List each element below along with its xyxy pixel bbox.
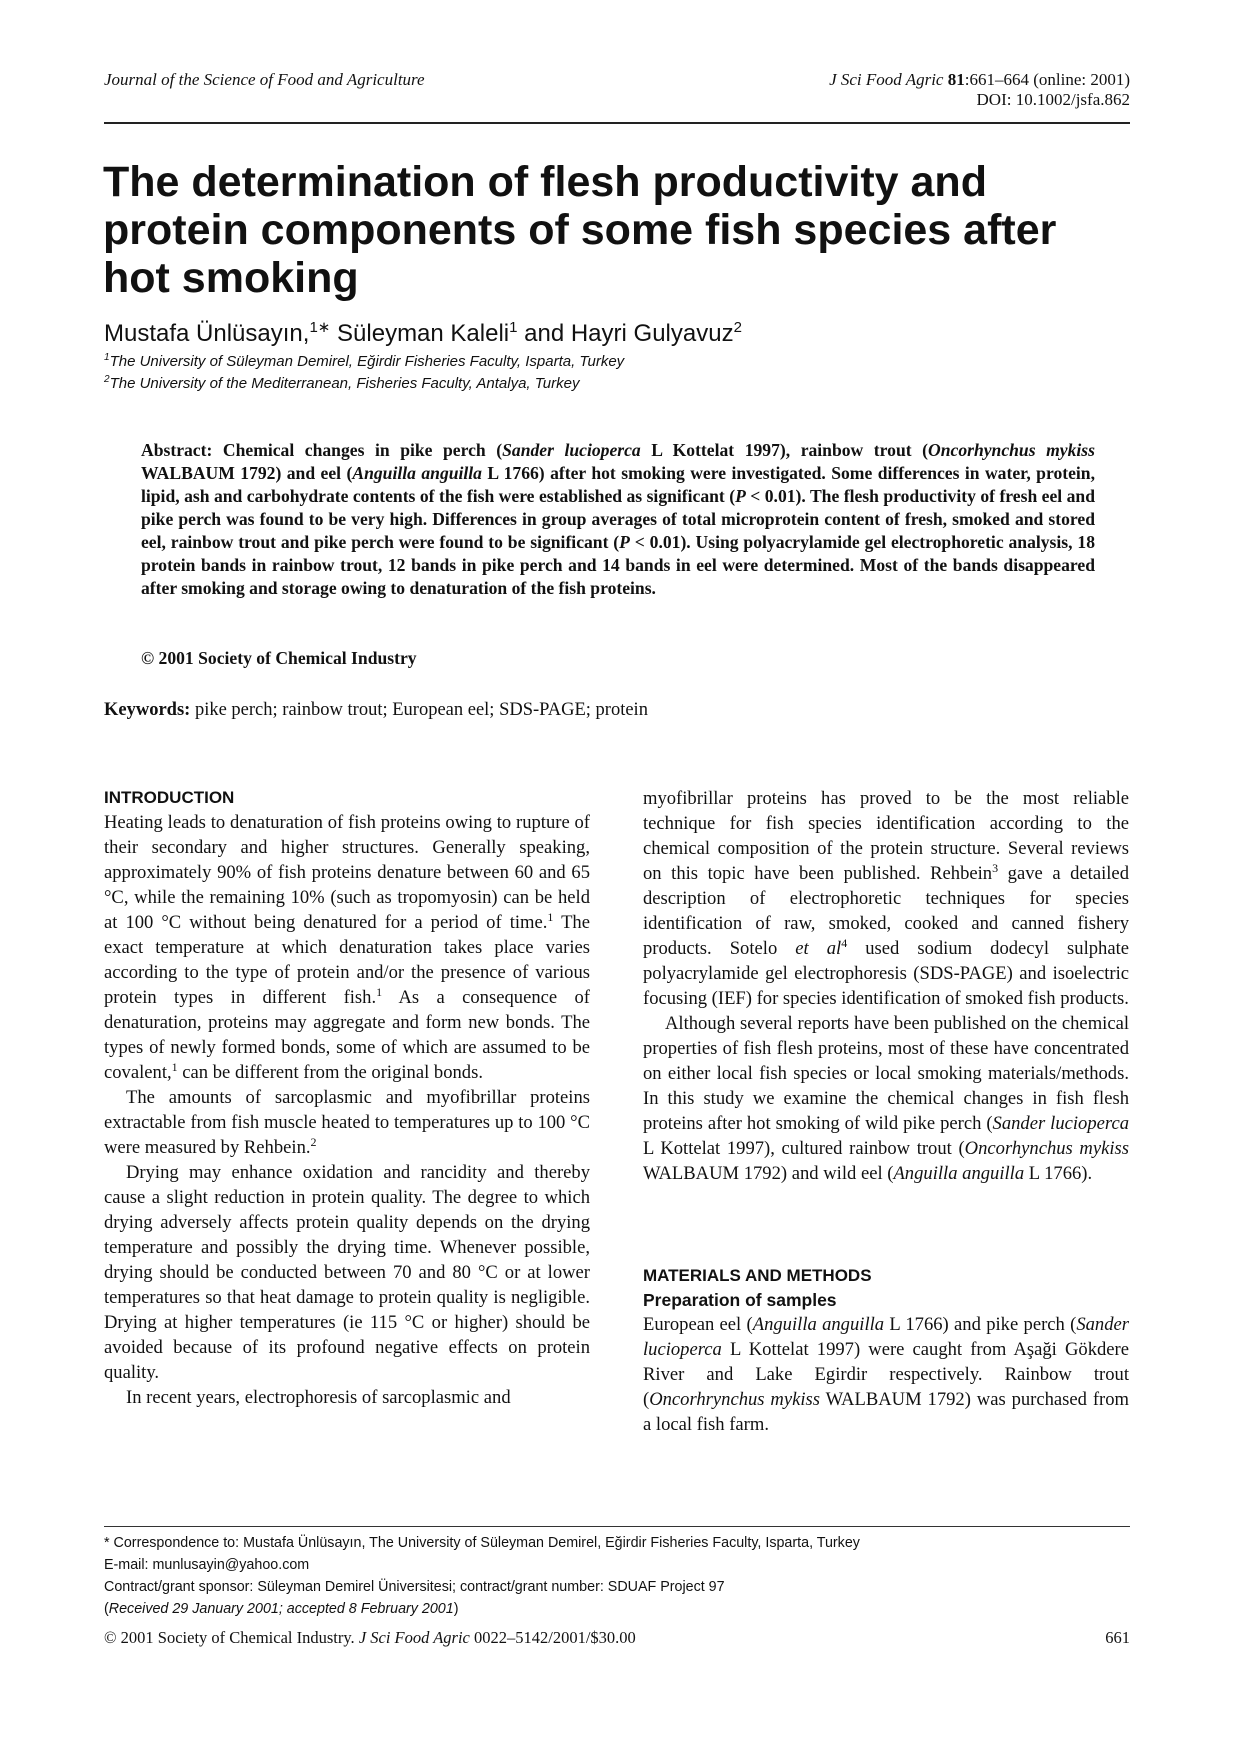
species-name: Anguilla anguilla	[752, 1314, 885, 1335]
citation-journal: J Sci Food Agric	[829, 70, 944, 89]
text: L 1766) and pike perch (	[884, 1314, 1077, 1335]
running-head-citation	[829, 70, 1130, 110]
footnote-received	[104, 1601, 458, 1617]
doi: DOI: 10.1002/jsfa.862	[976, 90, 1130, 109]
keywords	[104, 700, 648, 721]
citation-line	[829, 70, 1130, 90]
citation-ref: 1	[547, 909, 554, 924]
text: used sodium dodecyl sulphate polyacrylamide gel electrophoresis (SDS-PAGE) and isoelectric focusing (IEF) for species identification of smoked fish products.	[643, 938, 1130, 1009]
text: myofibrillar proteins has proved to be the most reliable technique for fish species identification according to the chemical composition of the protein structure. Several reviews on this topic have been published. Rehbein	[643, 788, 1129, 884]
paragraph	[104, 1085, 590, 1160]
section-heading-introduction: INTRODUCTION	[104, 788, 235, 807]
p-value-symbol: P	[735, 486, 746, 506]
footnote-grant: Contract/grant sponsor: Süleyman Demirel Üniversitesi; contract/grant number: SDUAF Project 97	[104, 1579, 725, 1595]
author-1-mark: 1∗	[309, 319, 331, 336]
keywords-label: Keywords:	[104, 700, 191, 720]
et-al: et al	[795, 938, 842, 959]
text: can be different from the original bonds.	[177, 1062, 483, 1083]
spacer	[643, 1186, 1129, 1264]
species-name: Oncorhynchus mykiss	[964, 1138, 1129, 1159]
affiliation-1-text: The University of Süleyman Demirel, Eğirdir Fisheries Faculty, Isparta, Turkey	[109, 353, 625, 370]
paragraph	[643, 1011, 1129, 1186]
text: Heating leads to denaturation of fish proteins owing to rupture of their secondary and higher structures. Generally speaking, approximately 90% of fish proteins denature between 60 and 65 °C, while the remaining 10% (such as tropomyosin) can be held at 100 °C without being denatured for a period of time.	[104, 812, 590, 933]
text: L Kottelat 1997) were caught from Aşaği Gökdere River and Lake Egirdir respectively. Rainbow trout (	[643, 1339, 1129, 1410]
author-3: and Hayri Gulyavuz	[517, 320, 734, 347]
section-heading-methods: MATERIALS AND METHODS	[643, 1266, 872, 1285]
page-number: 661	[1105, 1628, 1130, 1647]
abstract-label: Abstract:	[141, 440, 213, 460]
header-rule	[104, 122, 1130, 124]
paragraph: In recent years, electrophoresis of sarcoplasmic and	[126, 1387, 511, 1408]
affiliation-1-mark: 1	[104, 352, 110, 363]
author-2: Süleyman Kaleli	[330, 320, 510, 347]
left-column	[104, 786, 590, 1410]
citation-ref: 2	[310, 1134, 317, 1149]
footer-copyright: © 2001 Society of Chemical Industry.	[104, 1628, 359, 1647]
species-name: Oncorhynchus mykiss	[928, 440, 1095, 460]
affiliation-2-text: The University of the Mediterranean, Fisheries Faculty, Antalya, Turkey	[109, 375, 580, 392]
author-3-mark: 2	[733, 319, 742, 336]
text: Although several reports have been published on the chemical properties of fish flesh proteins, most of these have concentrated on either local fish species or local smoking materials/methods. In this study we examine the chemical changes in fish flesh proteins after hot smoking of wild pike perch (	[643, 1013, 1129, 1134]
right-column	[643, 786, 1129, 1437]
running-head-journal: Journal of the Science of Food and Agriculture	[104, 70, 425, 89]
paragraph	[104, 810, 590, 1085]
citation-pages: :661–664 (online: 2001)	[964, 70, 1130, 89]
text: The exact temperature at which denaturation takes place varies according to the type of protein and/or the presence of various protein types in different fish.	[104, 912, 590, 1008]
text: L Kottelat 1997), cultured rainbow trout (	[643, 1138, 965, 1159]
footnote-email: E-mail: munlusayin@yahoo.com	[104, 1557, 310, 1573]
paren: (	[104, 1601, 109, 1617]
abstract-text: < 0.01). The flesh productivity of fresh eel and pike perch was found to be very high. Differences in group averages of total microprotein content of fresh, smoked and stored eel, rainbow trout and pike perch were found to be significant (	[141, 486, 1095, 552]
text: WALBAUM 1792) and wild eel (	[643, 1163, 894, 1184]
citation-ref: 3	[992, 860, 999, 875]
abstract-text: L 1766) after hot smoking were investigated. Some differences in water, protein, lipid, ash and carbohydrate contents of the fish were established as significant (	[141, 463, 1095, 506]
affiliation-1	[104, 352, 624, 370]
paragraph	[643, 786, 1129, 1011]
page-footer	[104, 1628, 636, 1648]
paragraph: Drying may enhance oxidation and rancidity and thereby cause a slight reduction in protein quality. The degree to which drying adversely affects protein quality depends on the drying temperature and possibly the drying time. Whenever possible, drying should be conducted between 70 and 80 °C or at lower temperatures so that heat damage to protein quality is negligible. Drying at higher temperatures (ie 115 °C or higher) should be avoided because of its profound negative effects on protein quality.	[104, 1162, 590, 1383]
text: L 1766).	[1024, 1163, 1093, 1184]
author-2-mark: 1	[509, 319, 518, 336]
subsection-heading: Preparation of samples	[643, 1290, 837, 1310]
author-1: Mustafa Ünlüsayın,	[104, 320, 310, 347]
footer-issn: 0022–5142/2001/$30.00	[469, 1628, 636, 1647]
text: WALBAUM 1792) was purchased from a local fish farm.	[643, 1389, 1129, 1435]
received-dates: Received 29 January 2001; accepted 8 February 2001	[108, 1601, 454, 1617]
abstract-text: WALBAUM 1792) and eel (	[141, 463, 353, 483]
author-list	[104, 318, 742, 348]
species-name: Oncorhrynchus mykiss	[649, 1389, 821, 1410]
species-name: Anguilla anguilla	[352, 463, 482, 483]
keywords-text: pike perch; rainbow trout; European eel; SDS-PAGE; protein	[190, 700, 648, 720]
footnote-rule	[104, 1526, 1130, 1527]
text: The amounts of sarcoplasmic and myofibrillar proteins extractable from fish muscle heated to temperatures up to 100 °C were measured by Rehbein.	[104, 1087, 590, 1158]
species-name: Sander lucioperca	[992, 1113, 1129, 1134]
text: European eel (	[643, 1314, 753, 1335]
footer-journal: J Sci Food Agric	[358, 1628, 470, 1647]
affiliation-2-mark: 2	[104, 374, 110, 385]
text: gave a detailed description of electrophoretic techniques for species identification of raw, smoked, cooked and canned fishery products. Sotelo	[643, 863, 1129, 959]
citation-ref: 4	[841, 935, 848, 950]
text: As a consequence of denaturation, proteins may aggregate and form new bonds. The types of newly formed bonds, some of which are assumed to be covalent,	[104, 987, 590, 1083]
p-value-symbol: P	[619, 532, 630, 552]
species-name: Anguilla anguilla	[893, 1163, 1025, 1184]
citation-volume: 81	[947, 70, 965, 89]
article-title: The determination of flesh productivity and protein components of some fish species after hot smoking	[103, 158, 1057, 302]
abstract	[141, 439, 1095, 600]
affiliation-2	[104, 374, 579, 392]
species-name: Sander lucioperca	[643, 1314, 1130, 1360]
abstract-copyright: © 2001 Society of Chemical Industry	[141, 648, 417, 668]
abstract-text: L Kottelat 1997), rainbow trout (	[640, 440, 929, 460]
paren: )	[453, 1601, 459, 1617]
species-name: Sander lucioperca	[502, 440, 641, 460]
citation-ref: 1	[171, 1059, 178, 1074]
abstract-text: Chemical changes in pike perch (	[212, 440, 503, 460]
citation-ref: 1	[376, 984, 383, 999]
paragraph	[643, 1312, 1129, 1437]
abstract-text: < 0.01). Using polyacrylamide gel electrophoretic analysis, 18 protein bands in rainbow trout, 12 bands in pike perch and 14 bands in eel were determined. Most of the bands disappeared after smoking and storage owing to denaturation of the fish proteins.	[141, 532, 1095, 598]
footnote-correspondence: * Correspondence to: Mustafa Ünlüsayın, The University of Süleyman Demirel, Eğirdir Fisheries Faculty, Isparta, Turkey	[104, 1535, 860, 1551]
